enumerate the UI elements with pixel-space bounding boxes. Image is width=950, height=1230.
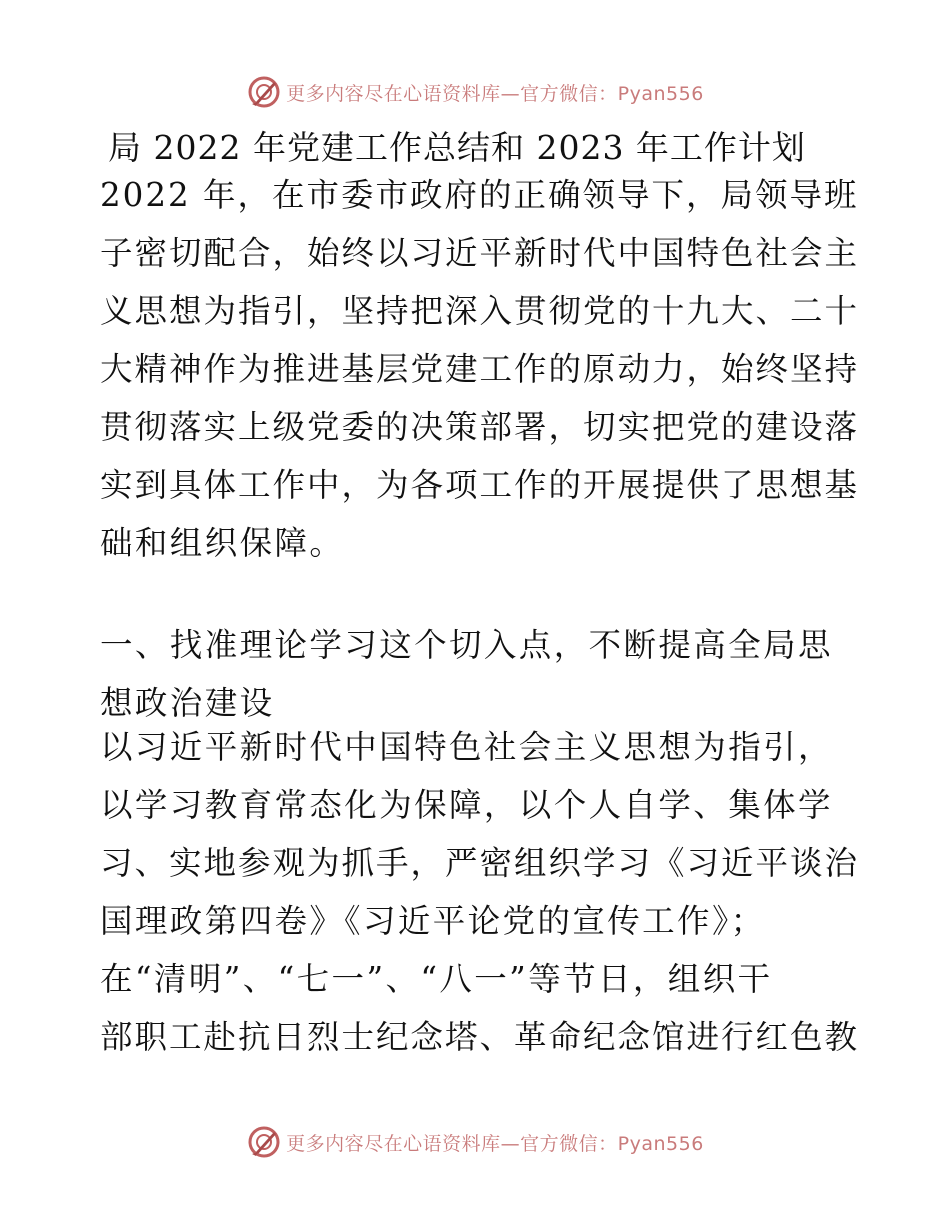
paragraph-line: 国理政第四卷》《习近平论党的宣传工作》；: [100, 902, 766, 940]
document-title: 局 2022 年党建工作总结和 2023 年工作计划: [108, 128, 806, 167]
paragraph-line: 子密切配合，始终以习近平新时代中国特色社会主: [100, 234, 860, 272]
watermark-text: 更多内容尽在心语资料库—官方微信：Pyan556: [286, 82, 704, 105]
paragraph-line: 实到具体工作中，为各项工作的开展提供了思想基: [100, 466, 860, 504]
watermark-bottom: [0, 1122, 950, 1162]
paragraph-line: 贯彻落实上级党委的决策部署，切实把党的建设落: [100, 408, 860, 446]
paragraph-line: 一、找准理论学习这个切入点，不断提高全局思: [100, 626, 833, 664]
paragraph-line: 2022 年，在市委市政府的正确领导下，局领导班: [100, 176, 859, 214]
watermark-text: 更多内容尽在心语资料库—官方微信：Pyan556: [286, 1132, 704, 1155]
paragraph-line: 习、实地参观为抓手，严密组织学习《习近平谈治: [100, 844, 860, 882]
paragraph-line: 部职工赴抗日烈士纪念塔、革命纪念馆进行红色教: [100, 1018, 860, 1056]
paragraph-intro: [100, 166, 860, 572]
paragraph-line: 以习近平新时代中国特色社会主义思想为指引，: [100, 728, 833, 766]
paragraph-line: 大精神作为推进基层党建工作的原动力，始终坚持: [100, 350, 860, 388]
watermark-logo-icon: [246, 1124, 282, 1160]
paragraph-line: 在“清明”、“七一”、“八一”等节日，组织干: [100, 960, 773, 998]
watermark-top: [0, 72, 950, 112]
paragraph-line: 以学习教育常态化为保障，以个人自学、集体学: [100, 786, 833, 824]
paragraph-line: 义思想为指引，坚持把深入贯彻党的十九大、二十: [100, 292, 860, 330]
paragraph-line: 想政治建设: [100, 684, 275, 722]
paragraph-theory-study: [100, 718, 860, 1066]
paragraph-line: 础和组织保障。: [100, 524, 345, 562]
watermark-logo-icon: [246, 74, 282, 110]
section-heading-1: [100, 616, 860, 732]
